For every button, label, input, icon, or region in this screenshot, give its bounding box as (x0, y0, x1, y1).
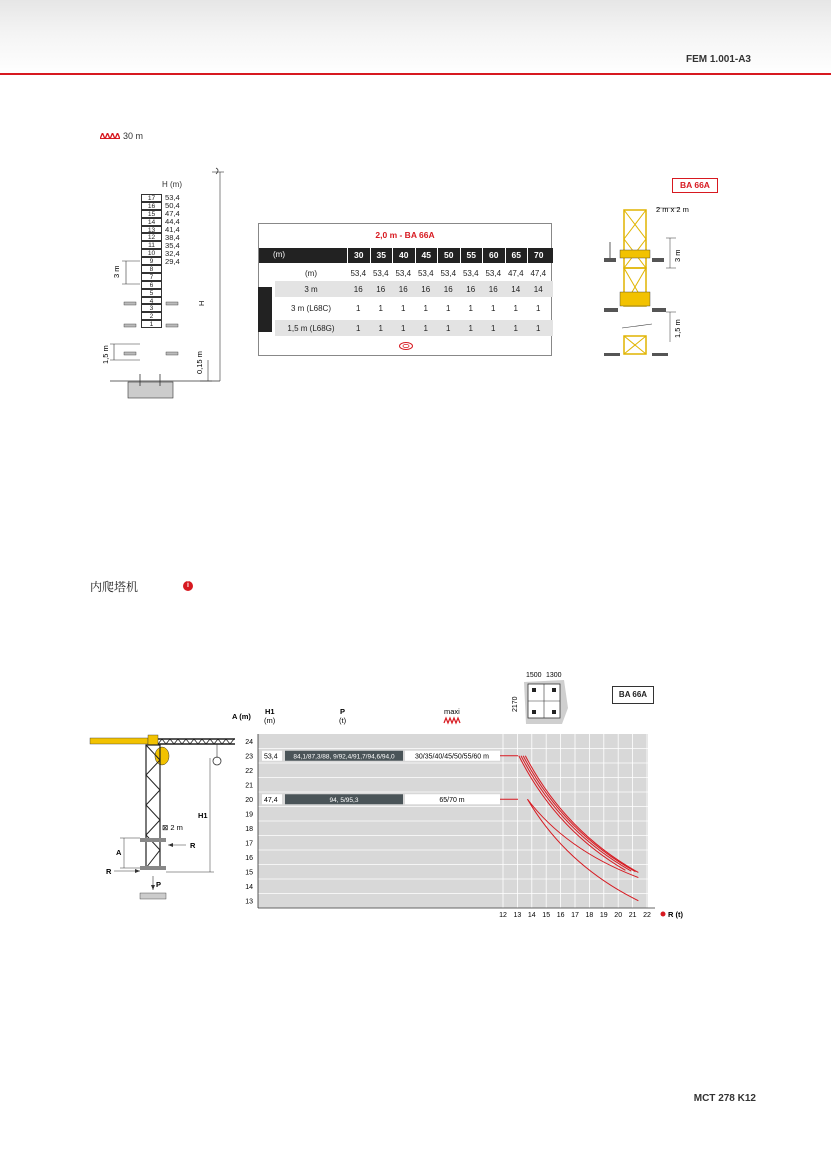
h1-unit-label: (m) (264, 716, 276, 725)
table-cell: 53,4 (440, 268, 457, 278)
h-dimension-label: H (197, 300, 206, 306)
mast-section-number: 10 (141, 249, 162, 257)
y-tick-label: 22 (245, 767, 253, 775)
mast-section-height: 50,4 (165, 201, 180, 211)
table-cell: 53,4 (372, 268, 389, 278)
table-row-label: 1,5 m (L68G) (287, 323, 335, 333)
x-tick-label: 22 (643, 912, 651, 919)
table-row-label: 3 m (L68C) (290, 303, 331, 313)
table-cell: 1 (378, 323, 383, 333)
table-cell: 47,4 (507, 268, 524, 278)
y-tick-label: 21 (245, 782, 253, 790)
table-cell: 14 (533, 284, 543, 294)
table-column-header: 60 (482, 248, 505, 263)
mast-section-height: 29,4 (165, 256, 180, 266)
table-cell: 53,4 (395, 268, 412, 278)
chart-model-badge: BA 66A (612, 686, 654, 704)
dim-3m-label: 3 m (112, 265, 121, 278)
x-tick-label: 19 (599, 912, 608, 919)
document-code: FEM 1.001-A3 (685, 54, 751, 65)
crane-h1-label: H1 (198, 811, 208, 820)
crane-r-label-right: R (190, 841, 196, 850)
height-column-label: H (m) (162, 180, 182, 189)
table-cell: 1 (446, 303, 451, 313)
table-cell: 14 (511, 284, 521, 294)
table-cell: 53,4 (350, 268, 367, 278)
band-p-value: 84,1/87,3/88, 9/92,4/91,7/94,6/94,0 (293, 753, 395, 761)
table-cell: 1 (401, 303, 406, 313)
band-maxi-value: 65/70 m (439, 796, 465, 804)
x-tick-labels (499, 912, 651, 919)
x-axis-label: R (t) (668, 910, 683, 919)
table-title: 2,0 m - BA 66A (375, 230, 435, 240)
footer-code: MCT 278 K12 (693, 1093, 756, 1104)
x-tick-label: 17 (571, 912, 579, 919)
maxi-jib-icon (444, 718, 460, 723)
footprint-dim-b: 1300 (546, 672, 562, 679)
table-cell: 1 (468, 323, 473, 333)
table-cell: 1 (491, 323, 496, 333)
crane-mast-label: ⊠ 2 m (162, 823, 183, 832)
y-tick-label: 14 (245, 883, 253, 891)
info-icon[interactable]: i (183, 581, 193, 591)
mast-section-height: 44,4 (165, 217, 180, 227)
table-cell: 16 (443, 284, 453, 294)
band-maxi-value: 30/35/40/45/50/55/60 m (415, 753, 489, 761)
table-column-header: 70 (527, 248, 550, 263)
y-tick-label: 16 (245, 854, 253, 862)
internal-climbing-crane-sketch (90, 735, 235, 899)
mast-section-number: 6 (141, 281, 162, 289)
y-tick-label: 17 (245, 840, 253, 848)
section-title: 内爬塔机 (90, 580, 139, 594)
table-cell: 1 (536, 323, 541, 333)
table-cell: 1 (423, 323, 428, 333)
footprint-dim-a: 1500 (526, 672, 542, 679)
band-h1-value: 53,4 (264, 753, 278, 761)
mast-section-number: 4 (141, 297, 162, 305)
table-cell: 16 (488, 284, 498, 294)
table-cell: 1 (468, 303, 473, 313)
y-tick-label: 23 (245, 753, 253, 761)
table-cell: 1 (378, 303, 383, 313)
table-cell: 53,4 (485, 268, 502, 278)
mast-section-height: 53,4 (165, 193, 180, 203)
table-column-header: 45 (415, 248, 438, 263)
mast-section-number: 12 (141, 233, 162, 241)
x-tick-label: 15 (542, 912, 551, 919)
table-cell: 1 (491, 303, 496, 313)
table-column-header: 55 (460, 248, 483, 263)
mast-section-number: 3 (141, 304, 162, 312)
x-tick-label: 12 (499, 912, 507, 919)
mast-section-number: 9 (141, 257, 162, 265)
mast-section-height: 32,4 (165, 248, 180, 258)
x-tick-label: 14 (527, 912, 536, 919)
mast-section-number: 13 (141, 226, 162, 234)
table-cell: 1 (446, 323, 451, 333)
legend-dot-icon (661, 912, 666, 917)
y-tick-label: 13 (245, 898, 253, 906)
x-tick-label: 16 (556, 912, 565, 919)
table-cell: 47,4 (530, 268, 547, 278)
table-cell: 16 (466, 284, 476, 294)
mast-section-number: 14 (141, 218, 162, 226)
table-cell: 1 (356, 323, 361, 333)
y-tick-label: 15 (245, 869, 253, 877)
x-tick-label: 20 (614, 912, 623, 919)
mast-section-number: 5 (141, 289, 162, 297)
mast-section-number: 16 (141, 202, 162, 210)
table-cell: 16 (376, 284, 386, 294)
p-column-label: P (340, 707, 346, 716)
mast-section-number: 8 (141, 265, 162, 273)
height-band (262, 794, 518, 804)
table-header-label: (m) (273, 250, 285, 259)
height-band (262, 751, 518, 761)
table-cell: 1 (536, 303, 541, 313)
table-column-header: 50 (437, 248, 460, 263)
table-cell: 1 (401, 323, 406, 333)
band-p-value: 94, 5/95,3 (329, 796, 359, 804)
mast-section-height: 41,4 (165, 225, 180, 234)
h1-column-label: H1 (265, 707, 275, 716)
dim-2x2-label: 2 m x 2 m (656, 205, 689, 214)
right-dim-1-5m-label: 1,5 m (673, 319, 682, 338)
table-cell: 16 (353, 284, 363, 294)
p-unit-label: (t) (339, 716, 347, 725)
mast-section-number: 1 (141, 320, 162, 328)
x-tick-label: 18 (585, 912, 594, 919)
band-h1-value: 47,4 (264, 796, 278, 804)
dim-0-15m-label: 0,15 m (195, 351, 204, 374)
y-tick-label: 20 (245, 796, 253, 804)
dim-1-5m-label: 1,5 m (101, 345, 110, 364)
maxi-column-label: maxi (444, 707, 460, 716)
crane-p-label: P (156, 880, 162, 889)
mast-section-number: 17 (141, 194, 162, 202)
a-axis-label: A (m) (232, 712, 251, 721)
x-tick-label: 21 (628, 912, 637, 919)
footprint-dim-c: 2170 (512, 696, 519, 712)
mast-section-number: 15 (141, 210, 162, 218)
jib-length-label: 30 m (123, 131, 144, 141)
table-row-label: (m) (305, 268, 317, 278)
crane-a-label: A (116, 848, 122, 857)
table-column-header: 65 (505, 248, 528, 263)
table-cell: 16 (398, 284, 408, 294)
mast-section-height: 47,4 (165, 209, 180, 219)
right-dim-3m-label: 3 m (673, 249, 682, 262)
mast-section-height: 35,4 (165, 240, 180, 250)
table-cell: 1 (423, 303, 428, 313)
table-column-header: 40 (392, 248, 415, 263)
y-tick-label: 18 (245, 825, 253, 833)
table-row-label: 3 m (304, 284, 318, 294)
table-column-header: 35 (370, 248, 393, 263)
crane-r-label-left: R (106, 867, 112, 876)
table-cell: 1 (513, 323, 518, 333)
table-cell: 53,4 (462, 268, 479, 278)
x-tick-label: 13 (513, 912, 522, 919)
y-tick-label: 19 (245, 811, 253, 819)
mast-section-number: 11 (141, 241, 162, 249)
model-badge: BA 66A (672, 178, 718, 193)
table-cell: 1 (513, 303, 518, 313)
y-tick-label: 24 (245, 738, 253, 746)
mast-section-number: 7 (141, 273, 162, 281)
table-cell: 16 (421, 284, 431, 294)
table-column-header: 30 (347, 248, 370, 263)
mast-section-height: 38,4 (165, 232, 180, 242)
table-cell: 1 (356, 303, 361, 313)
table-cell: 53,4 (417, 268, 434, 278)
mast-section-number: 2 (141, 312, 162, 320)
y-tick-labels (245, 739, 253, 906)
